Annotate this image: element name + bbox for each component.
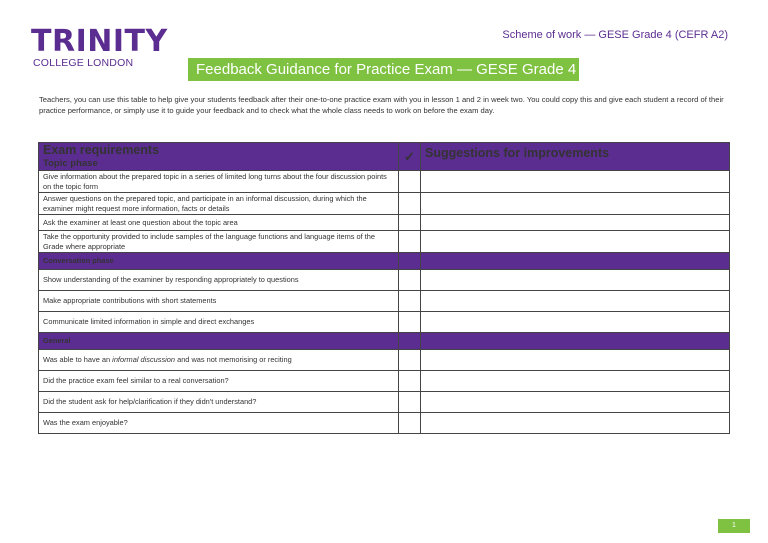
suggestion-cell[interactable] bbox=[421, 270, 730, 291]
requirement-cell: Answer questions on the prepared topic, and participate in an informal discussion, during which the examiner might request more information, facts or details bbox=[39, 193, 399, 215]
header-tick-column: ✓ bbox=[399, 143, 421, 171]
section-heading: Conversation phase bbox=[39, 253, 399, 270]
tick-cell[interactable] bbox=[399, 193, 421, 215]
requirement-text: and was not memorising or reciting bbox=[175, 355, 292, 364]
tick-cell[interactable] bbox=[399, 312, 421, 333]
table-row bbox=[39, 312, 730, 333]
tick-cell[interactable] bbox=[399, 350, 421, 371]
section-tick-cell bbox=[399, 333, 421, 350]
requirement-text: Was able to have an bbox=[43, 355, 113, 364]
suggestion-cell[interactable] bbox=[421, 312, 730, 333]
section-heading: General bbox=[39, 333, 399, 350]
tick-cell[interactable] bbox=[399, 371, 421, 392]
table-row bbox=[39, 371, 730, 392]
logo-wordmark: TRINITY bbox=[31, 24, 168, 59]
table-row bbox=[39, 291, 730, 312]
suggestion-cell[interactable] bbox=[421, 371, 730, 392]
table-row bbox=[39, 171, 730, 193]
tick-cell[interactable] bbox=[399, 270, 421, 291]
table-row bbox=[39, 231, 730, 253]
header-exam-requirements-label: Exam requirements bbox=[43, 143, 160, 157]
suggestion-cell[interactable] bbox=[421, 171, 730, 193]
requirement-cell bbox=[39, 350, 399, 371]
section-suggestion-cell bbox=[421, 253, 730, 270]
header-exam-requirements bbox=[39, 143, 399, 171]
suggestion-cell[interactable] bbox=[421, 291, 730, 312]
requirement-cell: Give information about the prepared topic in a series of limited long turns about the four discussion points on the topic form bbox=[39, 171, 399, 193]
requirement-cell: Communicate limited information in simple and direct exchanges bbox=[39, 312, 399, 333]
intro-paragraph: Teachers, you can use this table to help give your students feedback after their one-to-one practice exam with you in lesson 1 and 2 in week two. You could copy this and give each student a record of their practice performance, or simply use it to guide your feedback and to check what the whole class needs to work on before the exam day. bbox=[39, 95, 724, 115]
suggestion-cell[interactable] bbox=[421, 193, 730, 215]
page-title-banner: Feedback Guidance for Practice Exam — GESE Grade 4 bbox=[188, 58, 579, 81]
header-suggestions bbox=[421, 143, 730, 171]
table-row bbox=[39, 193, 730, 215]
suggestion-cell[interactable] bbox=[421, 350, 730, 371]
tick-cell[interactable] bbox=[399, 291, 421, 312]
table-row bbox=[39, 413, 730, 434]
requirement-cell: Ask the examiner at least one question about the topic area bbox=[39, 215, 399, 231]
requirement-cell: Did the student ask for help/clarification if they didn't understand? bbox=[39, 392, 399, 413]
section-row-conversation bbox=[39, 253, 730, 270]
feedback-table bbox=[38, 142, 730, 434]
tick-cell[interactable] bbox=[399, 171, 421, 193]
suggestion-cell[interactable] bbox=[421, 413, 730, 434]
section-tick-cell bbox=[399, 253, 421, 270]
tick-cell[interactable] bbox=[399, 413, 421, 434]
page-number: 1 bbox=[718, 519, 750, 533]
suggestion-cell[interactable] bbox=[421, 215, 730, 231]
requirement-emphasis: informal discussion bbox=[112, 355, 176, 364]
header-topic-phase-label: Topic phase bbox=[43, 158, 98, 169]
scheme-title: Scheme of work — GESE Grade 4 (CEFR A2) bbox=[502, 29, 728, 41]
table-row bbox=[39, 215, 730, 231]
suggestion-cell[interactable] bbox=[421, 392, 730, 413]
requirement-cell: Take the opportunity provided to include samples of the language functions and language items of the Grade where appropriate bbox=[39, 231, 399, 253]
requirement-cell: Was the exam enjoyable? bbox=[39, 413, 399, 434]
tick-cell[interactable] bbox=[399, 231, 421, 253]
tick-cell[interactable] bbox=[399, 215, 421, 231]
table-header-row bbox=[39, 143, 730, 171]
table-row bbox=[39, 270, 730, 291]
section-row-general bbox=[39, 333, 730, 350]
table-row bbox=[39, 350, 730, 371]
requirement-cell: Show understanding of the examiner by responding appropriately to questions bbox=[39, 270, 399, 291]
requirement-cell: Did the practice exam feel similar to a real conversation? bbox=[39, 371, 399, 392]
tick-cell[interactable] bbox=[399, 392, 421, 413]
suggestion-cell[interactable] bbox=[421, 231, 730, 253]
requirement-cell: Make appropriate contributions with short statements bbox=[39, 291, 399, 312]
header-suggestions-label: Suggestions for improvements bbox=[425, 146, 610, 160]
trinity-logo bbox=[31, 24, 168, 69]
logo-subtitle: COLLEGE LONDON bbox=[33, 57, 134, 69]
section-suggestion-cell bbox=[421, 333, 730, 350]
table-row bbox=[39, 392, 730, 413]
